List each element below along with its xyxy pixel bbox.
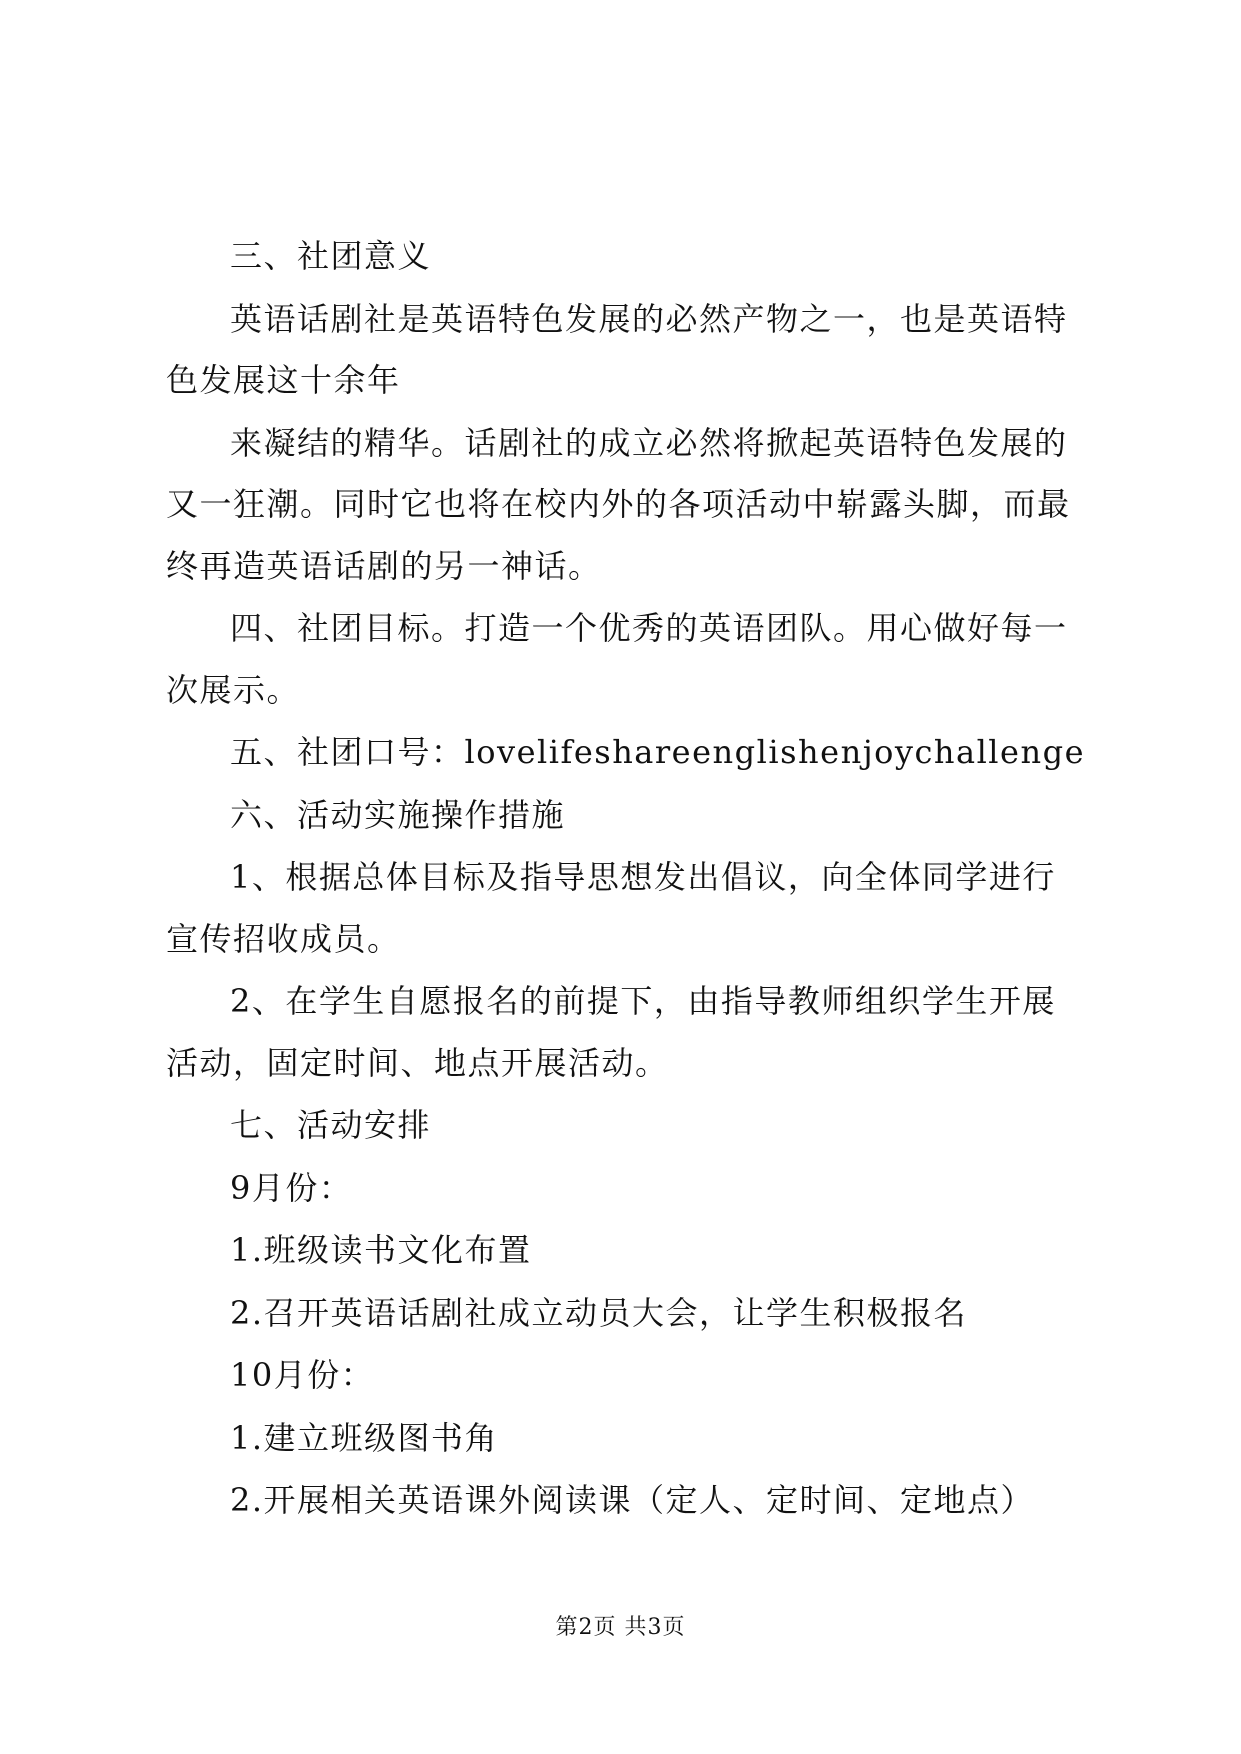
section-heading-goal: 四、社团目标。打造一个优秀的英语团队。用心做好每一次展示。 bbox=[166, 609, 1068, 709]
month-label: 10月份： bbox=[230, 1356, 375, 1394]
list-item: 1.建立班级图书角 bbox=[230, 1418, 499, 1457]
section-heading-significance: 三、社团意义 bbox=[230, 237, 432, 275]
section-heading-schedule: 七、活动安排 bbox=[230, 1106, 432, 1144]
list-item: 2.召开英语话剧社成立动员大会，让学生积极报名 bbox=[230, 1293, 968, 1332]
list-item: 1.班级读书文化布置 bbox=[230, 1231, 532, 1269]
section-heading-slogan: 五、社团口号：lovelifeshareenglishenjoychallenge bbox=[230, 733, 1086, 771]
month-label: 9月份： bbox=[230, 1168, 353, 1207]
document-body bbox=[166, 226, 1086, 1533]
page-number-footer: 第2页 共3页 bbox=[555, 1615, 686, 1640]
paragraph: 英语话剧社是英语特色发展的必然产物之一，也是英语特色发展这十余年 bbox=[166, 299, 1068, 399]
list-item: 1、根据总体目标及指导思想发出倡议，向全体同学进行宣传招收成员。 bbox=[166, 858, 1056, 958]
paragraph: 来凝结的精华。话剧社的成立必然将掀起英语特色发展的又一狂潮。同时它也将在校内外的各项活动中崭露头脚，而最终再造英语话剧的另一神话。 bbox=[166, 423, 1071, 585]
list-item: 2.开展相关英语课外阅读课（定人、定时间、定地点） bbox=[230, 1481, 1035, 1519]
list-item: 2、在学生自愿报名的前提下，由指导教师组织学生开展活动，固定时间、地点开展活动。 bbox=[166, 982, 1056, 1082]
section-heading-measures: 六、活动实施操作措施 bbox=[230, 795, 566, 834]
